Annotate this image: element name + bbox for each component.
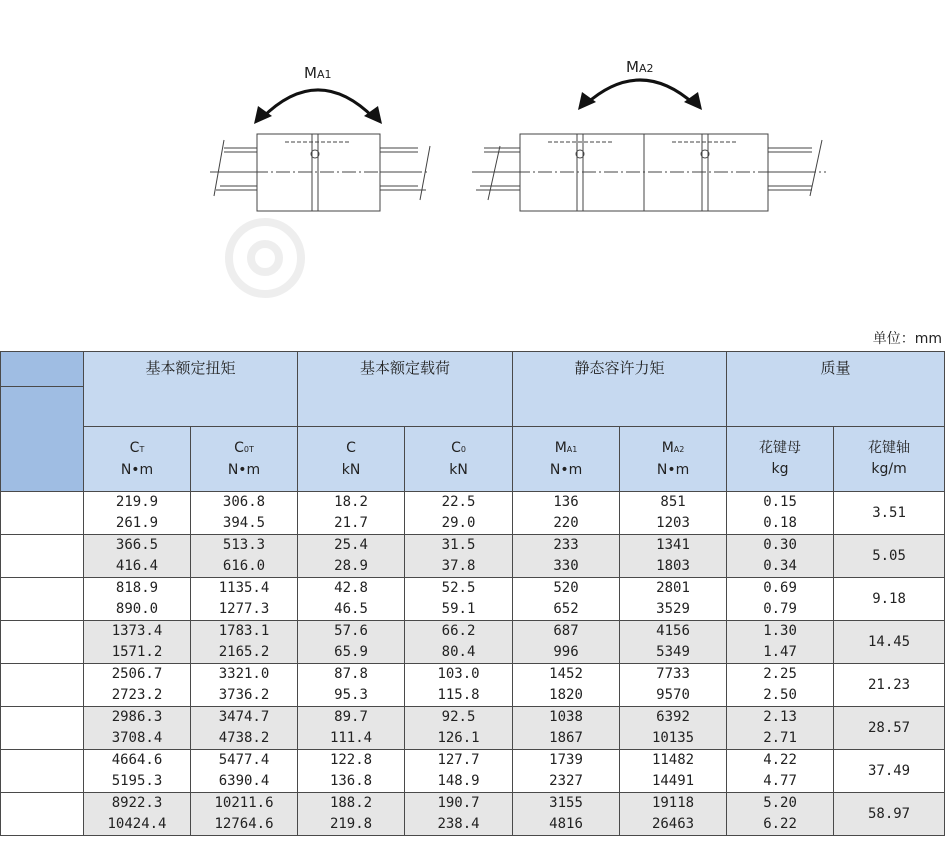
cell-ct	[84, 621, 191, 664]
cell-cot	[191, 492, 298, 535]
cell-value: 219.9	[115, 494, 159, 510]
cell-c	[298, 750, 405, 793]
cell-value: 3736.2	[218, 687, 270, 703]
cell-cot	[191, 707, 298, 750]
cell-ma1	[513, 578, 620, 621]
cell-value: 416.4	[115, 558, 159, 574]
cell-value: 2.25	[763, 666, 797, 682]
cell-ct	[84, 707, 191, 750]
cell-value: 2986.3	[111, 709, 163, 725]
cell-shaft: 58.97	[834, 793, 945, 836]
cell-shaft: 9.18	[834, 578, 945, 621]
cell-c	[298, 664, 405, 707]
model-cell	[1, 492, 84, 535]
model-header	[1, 387, 84, 492]
cell-value: 25.4	[334, 537, 368, 553]
cell-value: 1867	[549, 730, 583, 746]
cell-cot	[191, 535, 298, 578]
cell-value: 37.8	[441, 558, 476, 574]
cell-value: 1373.4	[111, 623, 163, 639]
cell-value: 31.5	[441, 537, 476, 553]
cell-shaft: 14.45	[834, 621, 945, 664]
cell-ct	[84, 492, 191, 535]
cell-value: 14491	[651, 773, 695, 789]
cell-value: 11482	[651, 752, 695, 768]
cell-value: 46.5	[334, 601, 368, 617]
table-row	[1, 492, 945, 535]
cell-value: 0.69	[763, 580, 797, 596]
left-spline-assembly	[210, 134, 430, 211]
cell-value: 1.30	[763, 623, 797, 639]
cell-nut	[727, 664, 834, 707]
table-row	[1, 621, 945, 664]
cell-value: 4156	[656, 623, 690, 639]
cell-value: 0.79	[763, 601, 797, 617]
cell-value: 4816	[549, 816, 583, 832]
cell-ma1	[513, 793, 620, 836]
cell-value: 261.9	[115, 515, 159, 531]
cell-c	[298, 793, 405, 836]
cell-value: 687	[553, 623, 579, 639]
cell-value: 6392	[656, 709, 690, 725]
group-rated-load: 基本额定载荷	[298, 352, 513, 427]
cell-value: 1135.4	[218, 580, 270, 596]
cell-value: 95.3	[334, 687, 368, 703]
col-c: C kN	[298, 427, 405, 492]
cell-ma2	[620, 750, 727, 793]
cell-value: 2.50	[763, 687, 797, 703]
cell-value: 28.9	[334, 558, 368, 574]
cell-value: 520	[553, 580, 579, 596]
cell-value: 127.7	[437, 752, 480, 768]
cell-ma2	[620, 492, 727, 535]
cell-value: 616.0	[222, 558, 266, 574]
cell-co	[405, 535, 513, 578]
cell-value: 5477.4	[218, 752, 270, 768]
table-row	[1, 535, 945, 578]
col-co: C0 kN	[405, 427, 513, 492]
group-mass: 质量	[727, 352, 945, 427]
cell-value: 6390.4	[218, 773, 270, 789]
cell-ma1	[513, 535, 620, 578]
cell-value: 890.0	[115, 601, 159, 617]
cell-value: 3529	[656, 601, 690, 617]
cell-ma2	[620, 793, 727, 836]
cell-ma1	[513, 664, 620, 707]
group-static-moment: 静态容许力矩	[513, 352, 727, 427]
cell-value: 19118	[651, 795, 695, 811]
cell-value: 5.20	[763, 795, 797, 811]
cell-value: 7733	[656, 666, 690, 682]
ma1-arrow	[254, 90, 382, 124]
cell-c	[298, 492, 405, 535]
cell-value: 306.8	[222, 494, 266, 510]
cell-value: 851	[660, 494, 686, 510]
cell-value: 818.9	[115, 580, 159, 596]
cell-value: 21.7	[334, 515, 368, 531]
model-cell	[1, 664, 84, 707]
cell-value: 3155	[549, 795, 583, 811]
cell-value: 0.15	[763, 494, 797, 510]
cell-value: 57.6	[334, 623, 368, 639]
cell-value: 52.5	[441, 580, 476, 596]
cell-value: 652	[553, 601, 579, 617]
cell-value: 2.71	[763, 730, 797, 746]
cell-value: 996	[553, 644, 579, 660]
cell-value: 6.22	[763, 816, 797, 832]
cell-ct	[84, 793, 191, 836]
cell-cot	[191, 750, 298, 793]
cell-value: 220	[553, 515, 579, 531]
right-spline-assembly	[472, 134, 826, 211]
model-cell	[1, 793, 84, 836]
unit-label: 单位：mm	[872, 331, 942, 347]
cell-value: 0.34	[763, 558, 797, 574]
model-cell	[1, 707, 84, 750]
cell-value: 2506.7	[111, 666, 163, 682]
cell-value: 18.2	[334, 494, 368, 510]
cell-value: 115.8	[437, 687, 480, 703]
cell-ma2	[620, 535, 727, 578]
cell-value: 42.8	[334, 580, 368, 596]
cell-value: 1.47	[763, 644, 797, 660]
cell-ct	[84, 578, 191, 621]
cell-value: 111.4	[329, 730, 373, 746]
cell-ma1	[513, 492, 620, 535]
cell-value: 103.0	[437, 666, 480, 682]
col-shaft-mass: 花键轴 kg/m	[834, 427, 945, 492]
cell-value: 10135	[651, 730, 695, 746]
cell-value: 3321.0	[218, 666, 270, 682]
cell-nut	[727, 793, 834, 836]
cell-cot	[191, 621, 298, 664]
cell-value: 92.5	[441, 709, 476, 725]
cell-value: 122.8	[329, 752, 373, 768]
cell-shaft: 3.51	[834, 492, 945, 535]
cell-ct	[84, 535, 191, 578]
cell-shaft: 21.23	[834, 664, 945, 707]
cell-c	[298, 621, 405, 664]
cell-value: 2327	[549, 773, 583, 789]
cell-value: 366.5	[115, 537, 159, 553]
ma2-label: MA2	[626, 58, 654, 76]
cell-value: 2165.2	[218, 644, 270, 660]
ma2-arrow	[578, 80, 702, 110]
cell-ma2	[620, 664, 727, 707]
cell-co	[405, 578, 513, 621]
model-cell	[1, 535, 84, 578]
cell-value: 29.0	[441, 515, 476, 531]
col-ma2: MA2 N•m	[620, 427, 727, 492]
cell-value: 126.1	[437, 730, 480, 746]
cell-value: 59.1	[441, 601, 476, 617]
col-nut-mass: 花键母 kg	[727, 427, 834, 492]
cell-value: 5195.3	[111, 773, 163, 789]
cell-c	[298, 535, 405, 578]
cell-ma2	[620, 578, 727, 621]
cell-shaft: 37.49	[834, 750, 945, 793]
cell-value: 2.13	[763, 709, 797, 725]
cell-value: 4.77	[763, 773, 797, 789]
cell-value: 3708.4	[111, 730, 163, 746]
cell-value: 136.8	[329, 773, 373, 789]
cell-value: 80.4	[441, 644, 476, 660]
cell-value: 9570	[656, 687, 690, 703]
table-row	[1, 578, 945, 621]
cell-nut	[727, 492, 834, 535]
cell-value: 1203	[656, 515, 690, 531]
cell-value: 238.4	[437, 816, 480, 832]
col-ma1: MA1 N•m	[513, 427, 620, 492]
cell-value: 233	[553, 537, 579, 553]
ma1-label: MA1	[304, 64, 332, 82]
cell-co	[405, 664, 513, 707]
cell-cot	[191, 793, 298, 836]
cell-value: 330	[553, 558, 579, 574]
cell-shaft: 28.57	[834, 707, 945, 750]
cell-ma2	[620, 707, 727, 750]
cell-value: 5349	[656, 644, 690, 660]
cell-value: 188.2	[329, 795, 373, 811]
model-cell	[1, 621, 84, 664]
cell-value: 4738.2	[218, 730, 270, 746]
cell-value: 12764.6	[214, 816, 274, 832]
cell-value: 2801	[656, 580, 690, 596]
cell-nut	[727, 535, 834, 578]
table-row	[1, 750, 945, 793]
cell-value: 1739	[549, 752, 583, 768]
spec-table	[0, 351, 945, 836]
cell-ct	[84, 664, 191, 707]
model-cell	[1, 578, 84, 621]
cell-value: 1820	[549, 687, 583, 703]
cell-nut	[727, 578, 834, 621]
cell-value: 0.30	[763, 537, 797, 553]
cell-ma1	[513, 621, 620, 664]
table-row	[1, 664, 945, 707]
model-cell	[1, 750, 84, 793]
cell-value: 190.7	[437, 795, 480, 811]
cell-value: 8922.3	[111, 795, 163, 811]
cell-co	[405, 492, 513, 535]
group-rated-torque: 基本额定扭矩	[84, 352, 298, 427]
cell-value: 4.22	[763, 752, 797, 768]
cell-c	[298, 578, 405, 621]
cell-shaft: 5.05	[834, 535, 945, 578]
col-ct: CT N•m	[84, 427, 191, 492]
cell-value: 1277.3	[218, 601, 270, 617]
cell-value: 4664.6	[111, 752, 163, 768]
cell-co	[405, 793, 513, 836]
cell-value: 219.8	[329, 816, 373, 832]
cell-value: 1452	[549, 666, 583, 682]
cell-co	[405, 707, 513, 750]
cell-value: 513.3	[222, 537, 266, 553]
cell-ct	[84, 750, 191, 793]
cell-value: 89.7	[334, 709, 368, 725]
corner-cell	[1, 352, 84, 387]
watermark-logo	[229, 222, 301, 294]
cell-cot	[191, 578, 298, 621]
table-row	[1, 793, 945, 836]
cell-ma2	[620, 621, 727, 664]
cell-value: 22.5	[441, 494, 476, 510]
cell-value: 65.9	[334, 644, 368, 660]
cell-value: 0.18	[763, 515, 797, 531]
col-cot: C0T N•m	[191, 427, 298, 492]
cell-nut	[727, 750, 834, 793]
cell-value: 3474.7	[218, 709, 270, 725]
cell-value: 87.8	[334, 666, 368, 682]
cell-ma1	[513, 750, 620, 793]
cell-value: 10211.6	[214, 795, 274, 811]
cell-value: 1783.1	[218, 623, 270, 639]
cell-ma1	[513, 707, 620, 750]
cell-value: 1341	[656, 537, 690, 553]
cell-co	[405, 750, 513, 793]
table-row	[1, 707, 945, 750]
cell-value: 136	[553, 494, 579, 510]
cell-cot	[191, 664, 298, 707]
cell-c	[298, 707, 405, 750]
cell-value: 1803	[656, 558, 690, 574]
cell-value: 10424.4	[107, 816, 167, 832]
cell-value: 148.9	[437, 773, 480, 789]
cell-nut	[727, 707, 834, 750]
cell-value: 66.2	[441, 623, 476, 639]
cell-value: 1038	[549, 709, 583, 725]
cell-value: 2723.2	[111, 687, 163, 703]
cell-value: 1571.2	[111, 644, 163, 660]
cell-co	[405, 621, 513, 664]
cell-value: 394.5	[222, 515, 266, 531]
cell-nut	[727, 621, 834, 664]
cell-value: 26463	[651, 816, 695, 832]
moment-diagram	[0, 0, 950, 330]
